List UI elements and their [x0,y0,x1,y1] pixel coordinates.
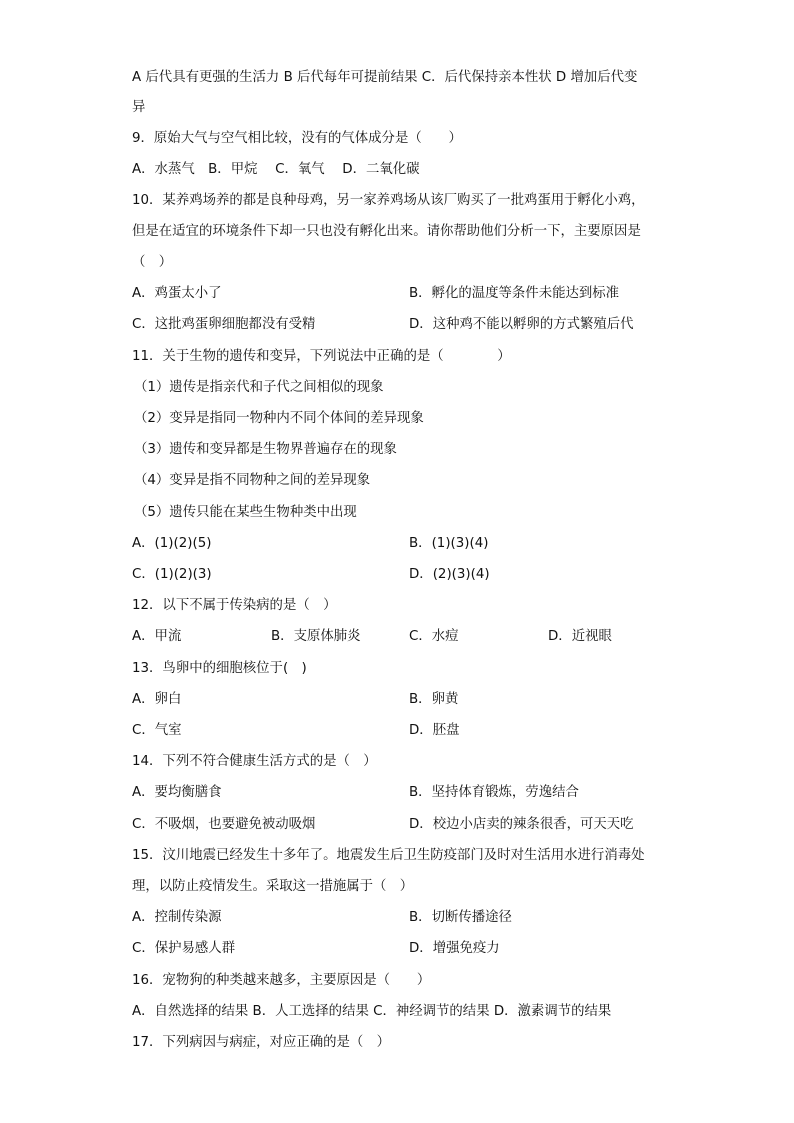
q15-option-b: B．切断传播途径 [409,910,512,925]
q16-options: A．自然选择的结果 B．人工选择的结果 C．神经调节的结果 D．激素调节的结果 [132,1004,612,1019]
q10-option-d: D．这种鸡不能以孵卵的方式繁殖后代 [409,317,634,332]
q10-stem-line1: 10．某养鸡场养的都是良种母鸡，另一家养鸡场从该厂购买了一批鸡蛋用于孵化小鸡， [132,193,645,208]
q15-option-d: D．增强免疫力 [409,941,500,956]
q10-option-c: C．这批鸡蛋卵细胞都没有受精 [132,317,316,332]
q11-option-a: A．(1)(2)(5) [132,536,212,551]
q8-options-line1: A 后代具有更强的生活力 B 后代每年可提前结果 C．后代保持亲本性状 D 增加后代变 [132,70,638,85]
q11-option-d: D．(2)(3)(4) [409,567,490,582]
q13-stem: 13．鸟卵中的细胞核位于( ) [132,661,307,676]
q13-option-d: D．胚盘 [409,723,460,738]
q14-option-a: A．要均衡膳食 [132,785,222,800]
q16-stem: 16．宠物狗的种类越来越多，主要原因是（ ） [132,973,431,988]
q13-option-b: B．卵黄 [409,692,459,707]
q11-statement-5: （5）遗传只能在某些生物种类中出现 [134,505,357,520]
q15-stem-line1: 15．汶川地震已经发生十多年了。地震发生后卫生防疫部门及时对生活用水进行消毒处 [132,848,645,863]
q11-statement-4: （4）变异是指不同物种之间的差异现象 [134,473,371,488]
q17-stem: 17．下列病因与病症，对应正确的是（ ） [132,1035,391,1050]
q12-option-a: A．甲流 [132,629,182,644]
q13-option-c: C．气室 [132,723,182,738]
q11-statement-1: （1）遗传是指亲代和子代之间相似的现象 [134,380,384,395]
q12-option-c: C．水痘 [409,629,459,644]
q13-option-a: A．卵白 [132,692,182,707]
q9-options: A．水蒸气 B．甲烷 C．氧气 D．二氧化碳 [132,162,420,177]
q15-option-a: A．控制传染源 [132,910,222,925]
q11-option-b: B．(1)(3)(4) [409,536,489,551]
q14-option-c: C．不吸烟，也要避免被动吸烟 [132,817,316,832]
q11-option-c: C．(1)(2)(3) [132,567,212,582]
q14-option-d: D．校边小店卖的辣条很香，可天天吃 [409,817,634,832]
q10-option-a: A．鸡蛋太小了 [132,286,222,301]
q9-stem: 9．原始大气与空气相比较，没有的气体成分是（ ） [132,131,462,146]
q8-options-line2: 异 [132,100,146,115]
q15-stem-line2: 理，以防止疫情发生。采取这一措施属于（ ） [132,879,414,894]
q10-stem-line2: 但是在适宜的环境条件下却一只也没有孵化出来。请你帮助他们分析一下，主要原因是 [132,224,641,239]
q10-option-b: B．孵化的温度等条件未能达到标准 [409,286,620,301]
q15-option-c: C．保护易感人群 [132,941,236,956]
q11-stem: 11．关于生物的遗传和变异，下列说法中正确的是（ ） [132,349,511,364]
q11-statement-2: （2）变异是指同一物种内不同个体间的差异现象 [134,411,424,426]
q10-stem-line3: （ ） [132,255,173,270]
q12-option-d: D．近视眼 [548,629,612,644]
q14-option-b: B．坚持体育锻炼，劳逸结合 [409,785,579,800]
q12-stem: 12．以下不属于传染病的是（ ） [132,598,337,613]
q11-statement-3: （3）遗传和变异都是生物界普遍存在的现象 [134,442,397,457]
q12-option-b: B．支原体肺炎 [271,629,361,644]
q14-stem: 14．下列不符合健康生活方式的是（ ） [132,754,377,769]
